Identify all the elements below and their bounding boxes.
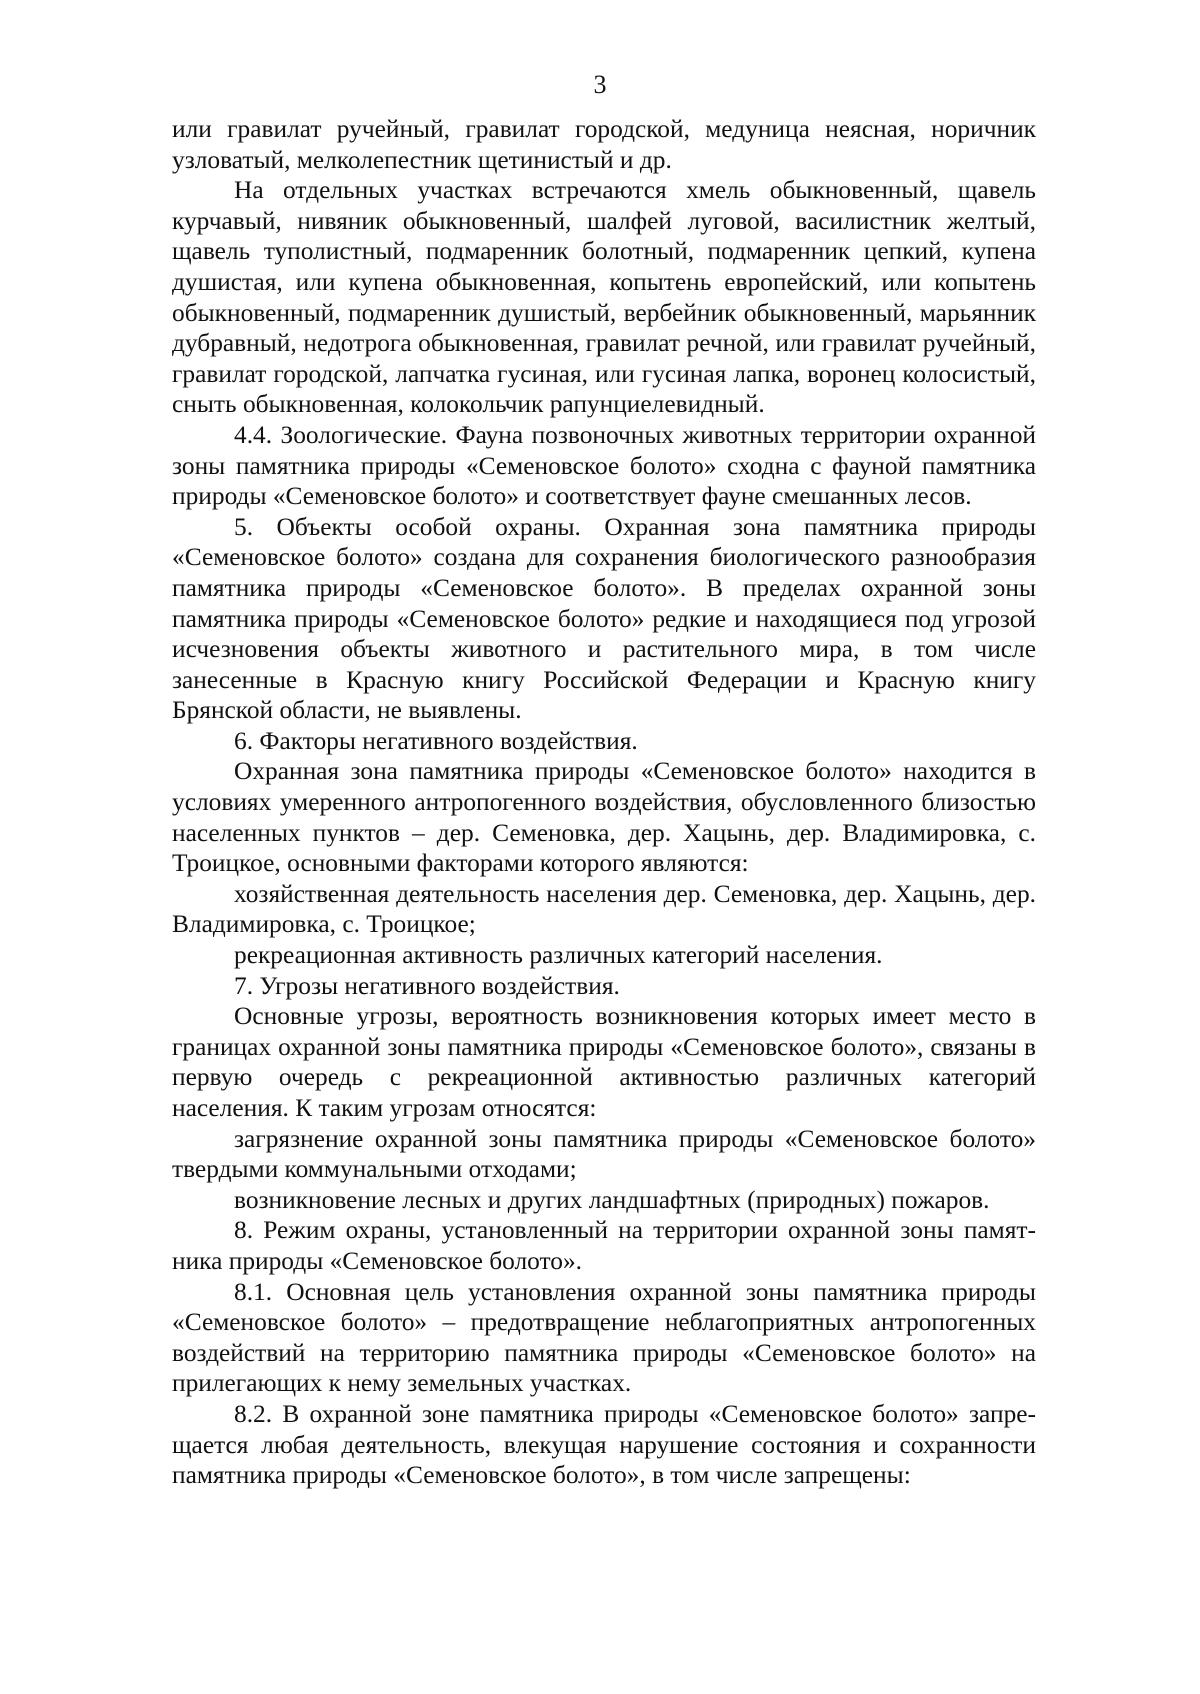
paragraph-fires: возникновение лесных и других ландшафтных (природных) пожаров.	[234, 1185, 990, 1214]
paragraph-recreational-activity: рекреационная активность различных категорий населения.	[234, 941, 883, 970]
paragraph-main-goal: 8.1. Основная цель установления охранной зоны памятника природы «Семеновское болото» – предотвращение неблагоприятных антропогенных воздействий на территорию памятника природы «Семеновское болото» на прилегающих к нему земельных участках.	[172, 1277, 1036, 1398]
paragraph-main-threats: Основные угрозы, вероятность возникновения которых имеет место в границах охранной зоны памятника природы «Семеновское болото», связаны в первую очередь с рекреационной активностью различных категорий населения. К таким угрозам относятся:	[172, 1002, 1036, 1122]
page-number: 3	[593, 70, 607, 99]
paragraph-prohibitions: 8.2. В охранной зоне памятника природы «Семеновское болото» запрещается любая деятельность, влекущая нарушение состояния и сохранности памятника природы «Семеновское болото», в том числе запрещены:	[172, 1399, 1036, 1490]
paragraph-continuation-plants: или гравилат ручейный, гравилат городской, медуница неясная, норичник узловатый, мелколепестник щетинистый и др.	[172, 115, 1036, 174]
paragraph-heading-protection-regime: 8. Режим охраны, установленный на территории охранной зоны памятника природы «Семеновское болото».	[172, 1216, 1036, 1275]
paragraph-anthropogenic-impact: Охранная зона памятника природы «Семеновское болото» находится в условиях умеренного антропогенного воздействия, обусловленного близостью населенных пунктов – дер. Семеновка, дер. Хацынь, дер. Владимировка, с. Троицкое, основными факторами которого являются:	[172, 757, 1036, 878]
paragraph-pollution: загрязнение охранной зоны памятника природы «Семеновское болото» твердыми коммунальными отходами;	[172, 1124, 1036, 1184]
paragraph-economic-activity: хозяйственная деятельность населения дер. Семеновка, дер. Хацынь, дер. Владимировка, с. Троицкое;	[172, 879, 1036, 939]
paragraph-heading-threats: 7. Угрозы негативного воздействия.	[234, 971, 620, 1000]
paragraph-zoological: 4.4. Зоологические. Фауна позвоночных животных территории охранной зоны памятника природы «Семеновское болото» сходна с фауной памятника природы «Семеновское болото» и соответствует фауне смешанных лесов.	[172, 420, 1036, 511]
paragraph-plant-list: На отдельных участках встречаются хмель обыкновенный, щавель курчавый, нивяник обыкновенный, шалфей луговой, василистник желтый, щавель туполистный, подмаренник болотный, подмаренник цепкий, купена душистая, или купена обыкновенная, копытень европейский, или копытень обыкновенный, подмаренник душистый, вербейник обыкновенный, марьянник дубравный, недотрога обыкновенная, гравилат речной, или гравилат ручейный, гравилат городской, лапчатка гусиная, или гусиная лапка, воронец колосистый, сныть обыкновенная, колокольчик рапунциелевидный.	[172, 176, 1036, 419]
paragraph-heading-negative-factors: 6. Факторы негативного воздействия.	[234, 726, 638, 755]
document-body	[172, 114, 1036, 1491]
paragraph-protected-objects: 5. Объекты особой охраны. Охранная зона памятника природы «Семеновское болото» создана для сохранения биологического разнообразия памятника природы «Семеновское болото». В пределах охранной зоны памятника природы «Семеновское болото» редкие и находящиеся под угрозой исчезновения объекты животного и растительного мира, в том числе занесенные в Красную книгу Российской Федерации и Красную книгу Брянской области, не выявлены.	[172, 512, 1036, 725]
